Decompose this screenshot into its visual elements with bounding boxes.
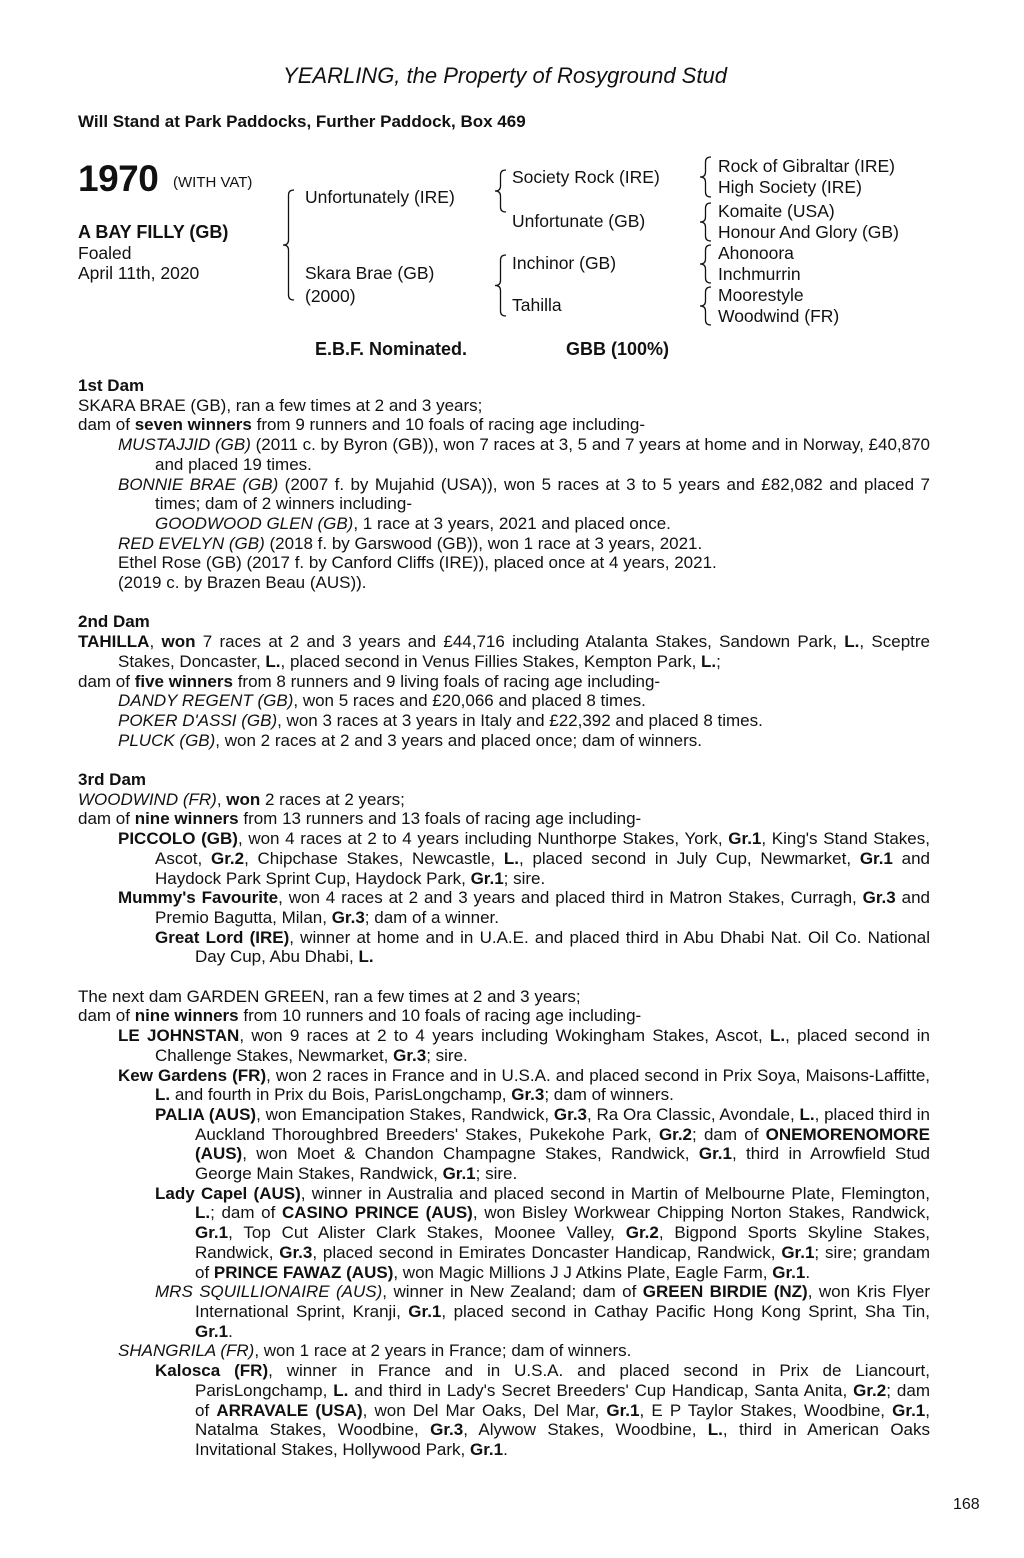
bold-text: nine winners (134, 1006, 239, 1026)
bold-text: Gr.2 (210, 848, 245, 868)
text: , winner at home and in U.A.E. and placed third in Abu Dhabi Nat. Oil Co. National Day Cup, Abu Dhabi, (195, 927, 930, 967)
text: , (149, 632, 162, 652)
bold-text: L. (799, 1104, 815, 1124)
record-entry (78, 790, 930, 810)
text: and Premio Bagutta, Milan, (155, 888, 930, 927)
bold-text: Gr.1 (781, 1242, 815, 1262)
record-entry (78, 987, 930, 1007)
text: ; (716, 651, 721, 671)
bold-text: PALIA (AUS) (155, 1104, 257, 1124)
text: . (503, 1439, 508, 1459)
brace-icon (495, 170, 506, 212)
text: , third in American Oaks Invitational Stakes, Hollywood Park, (195, 1420, 930, 1459)
text: ; dam of winners. (544, 1085, 674, 1105)
bold-text: won (226, 789, 261, 809)
text: , won Kris Flyer International Sprint, Kranji, (195, 1282, 931, 1321)
pedigree-sire-sire: Society Rock (IRE) (512, 167, 660, 187)
italic-text: PLUCK (GB) (118, 730, 216, 750)
dam-section (78, 612, 930, 750)
brace-icon (700, 245, 711, 283)
italic-text: MUSTAJJID (GB) (118, 435, 251, 455)
record-entry (78, 475, 930, 514)
section-heading: 1st Dam (78, 376, 145, 395)
record-entry (78, 731, 930, 751)
text: ; dam of (210, 1203, 282, 1223)
bold-text: CASINO PRINCE (AUS) (282, 1203, 473, 1223)
bold-text: Gr.3 (331, 907, 365, 927)
dam-section (78, 376, 930, 593)
record-entry (78, 415, 930, 435)
text: , won Del Mar Oaks, Del Mar, (362, 1400, 607, 1420)
record-entry (78, 1341, 930, 1361)
text: , Natalma Stakes, Woodbine, (195, 1400, 930, 1440)
bold-text: TAHILLA (78, 632, 150, 652)
bold-text: L. (503, 848, 519, 868)
text: , Top Cut Alister Clark Stakes, Moonee Valley, (228, 1223, 626, 1243)
text: and fourth in Prix du Bois, ParisLongchamp, (170, 1085, 512, 1105)
pedigree-gen3-7: Moorestyle (718, 285, 804, 305)
bold-text: seven winners (134, 415, 252, 435)
bold-text: Gr.1 (470, 868, 504, 888)
record-entry (78, 1282, 930, 1341)
text: Ethel Rose (GB) (2017 f. by Canford Cliffs (IRE)), placed once at 4 years, 2021. (118, 553, 717, 573)
section-heading: 2nd Dam (78, 612, 150, 632)
text: (2011 c. by Byron (GB)), won 7 races at 3, 5 and 7 years at home and in Norway, £40,870 and placed 19 times. (155, 435, 930, 474)
pedigree-gen3-4: Honour And Glory (GB) (718, 222, 899, 242)
record-entry (78, 1105, 930, 1184)
bold-text: L. (155, 1085, 171, 1105)
bold-text: Gr.1 (469, 1439, 504, 1459)
record-entry (78, 435, 930, 474)
bold-text: Gr.3 (511, 1085, 545, 1105)
record-entry (78, 928, 930, 967)
text: , 1 race at 3 years, 2021 and placed once. (353, 513, 671, 533)
section-heading: 3rd Dam (78, 770, 147, 790)
bold-text: Gr.1 (892, 1400, 926, 1420)
record-entry (78, 1361, 930, 1460)
text: , won 2 races in France and in U.S.A. and placed second in Prix Soya, Maisons-Laffitte, (266, 1065, 931, 1085)
text: , won Bisley Workwear Chipping Norton Stakes, Randwick, (472, 1203, 931, 1223)
bold-text: L. (844, 632, 860, 652)
bold-text: Kalosca (FR) (155, 1361, 269, 1381)
record-entry (78, 534, 930, 554)
bold-text: Gr.3 (862, 888, 896, 908)
text: , won 4 races at 2 and 3 years and placed third in Matron Stakes, Curragh, (278, 888, 863, 908)
text: (2007 f. by Mujahid (USA)), won 5 races at 3 to 5 years and £82,082 and placed 7 times; dam of 2 winners including- (155, 474, 930, 514)
text: ; dam of a winner. (364, 907, 499, 927)
text: , winner in France and in U.S.A. and placed second in Prix de Liancourt, ParisLongchamp, (195, 1361, 930, 1400)
bold-text: ARRAVALE (USA) (216, 1400, 363, 1420)
brace-icon (495, 255, 506, 316)
pedigree-gen3-3: Komaite (USA) (718, 201, 835, 221)
text: from 8 runners and 9 living foals of racing age including- (232, 671, 661, 691)
record-entry (78, 711, 930, 731)
text: . (805, 1262, 811, 1282)
text: 7 races at 2 and 3 years and £44,716 including Atalanta Stakes, Sandown Park, (195, 632, 845, 652)
text: , placed second in Cathay Pacific Hong Kong Sprint, Sha Tin, (441, 1302, 930, 1321)
text: , placed second in July Cup, Newmarket, (519, 848, 860, 868)
gbb-note: GBB (100%) (566, 339, 670, 359)
foaled-date: April 11th, 2020 (78, 263, 200, 283)
text: , won Emancipation Stakes, Randwick, (256, 1104, 554, 1124)
italic-text: RED EVELYN (GB) (118, 533, 265, 553)
text: . (228, 1321, 233, 1341)
text: , won 3 races at 3 years in Italy and £22,392 and placed 8 times. (277, 710, 763, 730)
text: , won 5 races and £20,066 and placed 8 times. (293, 691, 646, 711)
text: , third in Arrowfield Stud George Main Stakes, Randwick, (195, 1144, 930, 1184)
record-entry (78, 1026, 930, 1065)
bold-text: Mummy's Favourite (118, 888, 279, 908)
text: dam of (78, 809, 135, 829)
text: , won Moet & Chandon Champagne Stakes, Randwick, (242, 1144, 699, 1164)
bold-text: L. (707, 1420, 723, 1440)
text: The next dam GARDEN GREEN, ran a few times at 2 and 3 years; (78, 986, 581, 1006)
text: (2019 c. by Brazen Beau (AUS)). (118, 573, 367, 593)
text: , won 1 race at 2 years in France; dam of winners. (254, 1341, 632, 1361)
bold-text: L. (701, 651, 717, 671)
horse-description: A BAY FILLY (GB) (78, 222, 229, 242)
bold-text: Gr.1 (772, 1262, 806, 1282)
text: , Chipchase Stakes, Newcastle, (244, 848, 504, 868)
text: ; sire. (426, 1045, 468, 1065)
lot-number: 1970 (78, 158, 159, 199)
bold-text: Gr.3 (393, 1045, 427, 1065)
text: , won 9 races at 2 to 4 years including Wokingham Stakes, Ascot, (239, 1026, 771, 1046)
record-entry (78, 553, 930, 573)
italic-text: GOODWOOD GLEN (GB) (155, 513, 354, 533)
text: and Haydock Park Sprint Cup, Haydock Park, (155, 848, 931, 888)
bold-text: nine winners (134, 809, 239, 829)
text: from 9 runners and 10 foals of racing age including- (251, 415, 645, 435)
bold-text: Great Lord (IRE) (155, 927, 290, 947)
bold-text: Gr.1 (442, 1164, 476, 1184)
bold-text: PICCOLO (GB) (118, 829, 238, 849)
bold-text: Gr.2 (625, 1223, 659, 1243)
text: ; sire. (503, 868, 546, 888)
brace-icon (283, 190, 294, 300)
bold-text: Gr.1 (408, 1302, 442, 1321)
bold-text: Gr.3 (553, 1104, 588, 1124)
vat-note: (WITH VAT) (173, 174, 253, 191)
pedigree-gen3-1: Rock of Gibraltar (IRE) (718, 156, 895, 176)
bold-text: L. (195, 1203, 211, 1223)
produce-record (78, 376, 930, 1479)
text: , winner in Australia and placed second in Martin of Melbourne Plate, Flemington, (300, 1183, 930, 1203)
bold-text: L. (333, 1380, 349, 1400)
text: , King's Stand Stakes, Ascot, (155, 829, 930, 868)
record-entry (78, 1184, 930, 1283)
bold-text: L. (770, 1026, 786, 1046)
pedigree-dam-sire: Inchinor (GB) (512, 253, 617, 273)
bold-text: LE JOHNSTAN (118, 1026, 240, 1046)
dam-section (78, 770, 930, 967)
bold-text: Kew Gardens (FR) (118, 1065, 267, 1085)
text: from 13 runners and 13 foals of racing age including- (238, 809, 642, 829)
bold-text: Gr.1 (698, 1144, 732, 1164)
italic-text: DANDY REGENT (GB) (118, 691, 294, 711)
bold-text: L. (358, 947, 374, 967)
text: SKARA BRAE (GB), ran a few times at 2 and 3 years; (78, 395, 483, 415)
record-entry (78, 1006, 930, 1026)
record-entry (78, 1066, 930, 1105)
brace-icon (700, 203, 711, 241)
text: , E P Taylor Stakes, Woodbine, (639, 1400, 893, 1420)
text: , (216, 789, 227, 809)
record-entry (78, 691, 930, 711)
bold-text: Gr.1 (606, 1400, 640, 1420)
brace-icon (700, 287, 711, 325)
bold-text: Lady Capel (AUS) (155, 1183, 301, 1203)
italic-text: SHANGRILA (FR) (118, 1341, 255, 1361)
italic-text: MRS SQUILLIONAIRE (AUS) (155, 1282, 383, 1302)
bold-text: Gr.3 (279, 1242, 313, 1262)
pedigree-dam-dam: Tahilla (512, 295, 562, 315)
text: , Alywow Stakes, Woodbine, (463, 1420, 708, 1440)
text: , Sceptre Stakes, Doncaster, (118, 632, 930, 671)
record-entry (78, 829, 930, 888)
page-title: YEARLING, the Property of Rosyground Stud (283, 63, 727, 88)
bold-text: Gr.2 (853, 1380, 887, 1400)
text: dam of (78, 1006, 135, 1026)
pedigree-sire-dam: Unfortunate (GB) (512, 211, 646, 231)
text: , won 4 races at 2 to 4 years including Nunthorpe Stakes, York, (237, 829, 729, 849)
bold-text: Gr.1 (728, 829, 762, 849)
record-entry (78, 632, 930, 671)
text: ; sire; grandam of (195, 1242, 931, 1282)
bold-text: Gr.1 (859, 848, 893, 868)
pedigree-sire: Unfortunately (IRE) (305, 187, 455, 207)
bold-text: GREEN BIRDIE (NZ) (642, 1282, 808, 1302)
text: , Bigpond Sports Skyline Stakes, Randwick, (195, 1223, 930, 1262)
text: ; dam of (195, 1380, 930, 1420)
pedigree-gen3-6: Inchmurrin (718, 264, 801, 284)
text: (2018 f. by Garswood (GB)), won 1 race at 3 years, 2021. (264, 533, 703, 553)
text: from 10 runners and 10 foals of racing age including- (238, 1006, 642, 1026)
text: dam of (78, 415, 135, 435)
pedigree-gen3-2: High Society (IRE) (718, 177, 862, 197)
brace-icon (700, 157, 711, 197)
pedigree-gen3-5: Ahonoora (718, 243, 794, 263)
record-entry (78, 672, 930, 692)
bold-text: PRINCE FAWAZ (AUS) (213, 1262, 394, 1282)
italic-text: POKER D'ASSI (GB) (118, 710, 278, 730)
text: 2 races at 2 years; (260, 789, 405, 809)
text: , placed second in Venus Fillies Stakes, Kempton Park, (280, 651, 702, 671)
stand-location: Will Stand at Park Paddocks, Further Paddock, Box 469 (78, 112, 526, 131)
italic-text: BONNIE BRAE (GB) (118, 474, 279, 494)
foaled-label: Foaled (78, 243, 132, 263)
text: ; sire. (475, 1164, 518, 1184)
text: ; dam of (692, 1124, 766, 1144)
ebf-note: E.B.F. Nominated. (315, 339, 468, 359)
text: , placed third in Auckland Thoroughbred Breeders' Stakes, Pukekohe Park, (195, 1104, 930, 1144)
bold-text: Gr.1 (195, 1223, 229, 1243)
bold-text: L. (265, 651, 281, 671)
record-entry (78, 888, 930, 927)
record-entry (78, 573, 930, 593)
text: dam of (78, 671, 135, 691)
text: , winner in New Zealand; dam of (382, 1282, 643, 1302)
record-entry (78, 514, 930, 534)
record-entry (78, 809, 930, 829)
bold-text: ONEMORENOMORE (AUS) (195, 1124, 930, 1164)
text: , Ra Ora Classic, Avondale, (587, 1104, 800, 1124)
pedigree-dam-year: (2000) (305, 286, 356, 306)
text: and third in Lady's Secret Breeders' Cup Handicap, Santa Anita, (348, 1380, 854, 1400)
bold-text: Gr.1 (195, 1321, 229, 1341)
text: , won Magic Millions J J Atkins Plate, Eagle Farm, (393, 1262, 773, 1282)
record-entry (78, 396, 930, 416)
text: , placed second in Challenge Stakes, Newmarket, (155, 1026, 931, 1065)
dam-section (78, 987, 930, 1460)
bold-text: won (161, 632, 196, 652)
pedigree-gen3-8: Woodwind (FR) (718, 306, 840, 326)
bold-text: Gr.3 (430, 1420, 464, 1440)
text: , won 2 races at 2 and 3 years and placed once; dam of winners. (215, 730, 702, 750)
bold-text: five winners (134, 671, 233, 691)
italic-text: WOODWIND (FR) (78, 789, 217, 809)
bold-text: Gr.2 (658, 1124, 693, 1144)
text: , placed second in Emirates Doncaster Handicap, Randwick, (312, 1242, 782, 1262)
page-number: 168 (953, 1496, 980, 1513)
pedigree-dam: Skara Brae (GB) (305, 263, 435, 283)
